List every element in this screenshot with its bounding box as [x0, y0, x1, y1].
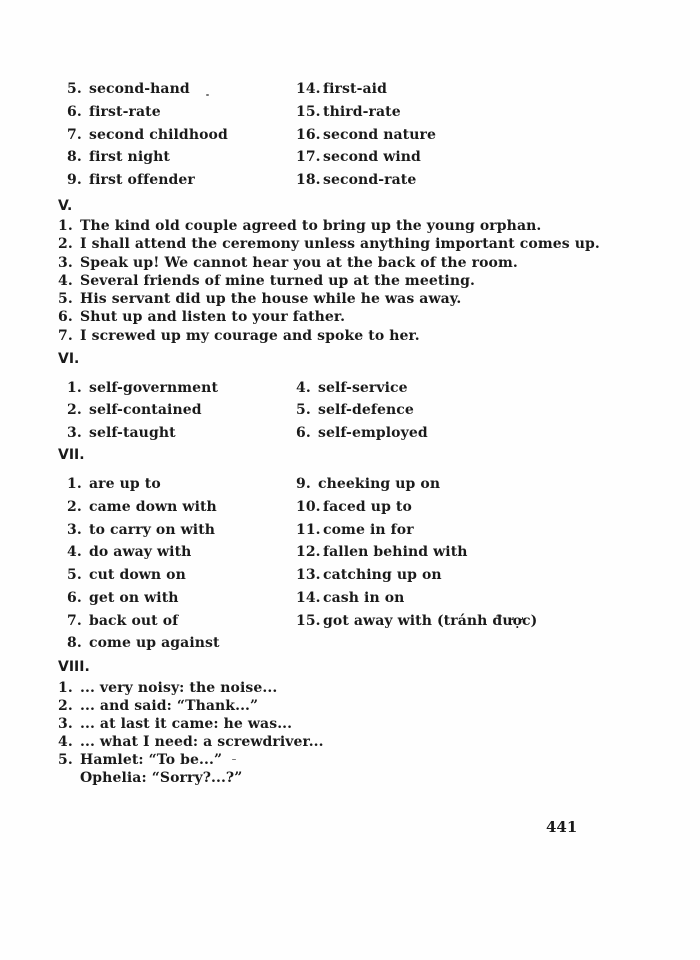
list-item: 7. second childhood: [67, 127, 228, 143]
list-item: 14. first-aid: [296, 81, 387, 97]
list-item: 3. Speak up! We cannot hear you at the back of the room.: [58, 255, 518, 271]
list-item: 12. fallen behind with: [296, 544, 468, 560]
list-item: 16. second nature: [296, 127, 436, 143]
list-item: 1. ... very noisy: the noise...: [58, 680, 278, 696]
list-item: Ophelia: “Sorry?...?”: [80, 770, 243, 786]
list-item: 5. self-defence: [296, 402, 414, 418]
list-item: 2. I shall attend the ceremony unless anything important comes up.: [58, 236, 600, 252]
list-item: 6. Shut up and listen to your father.: [58, 309, 346, 325]
list-item: 3. self-taught: [67, 425, 176, 441]
list-item: 3. to carry on with: [67, 522, 216, 538]
section-heading: VI.: [58, 351, 80, 367]
list-item: 5. His servant did up the house while he was away.: [58, 291, 462, 307]
list-item: 4. self-service: [296, 380, 408, 396]
list-item: 4. ... what I need: a screwdriver...: [58, 734, 324, 750]
scan-speck: [206, 94, 209, 96]
list-item: 15. got away with (tránh được): [296, 613, 538, 629]
list-item: 10. faced up to: [296, 499, 412, 515]
list-item: 13. catching up on: [296, 567, 442, 583]
list-item: 9. cheeking up on: [296, 476, 441, 492]
list-item: 2. came down with: [67, 499, 217, 515]
list-item: 8. come up against: [67, 635, 220, 651]
section-heading: V.: [58, 198, 73, 214]
list-item: 2. self-contained: [67, 402, 202, 418]
list-item: 15. third-rate: [296, 104, 401, 120]
list-item: 8. first night: [67, 149, 170, 165]
list-item: 14. cash in on: [296, 590, 405, 606]
list-item: 1. are up to: [67, 476, 161, 492]
list-item: 1. self-government: [67, 380, 219, 396]
list-item: 5. second-hand: [67, 81, 190, 97]
section-heading: VII.: [58, 447, 85, 463]
list-item: 9. first offender: [67, 172, 195, 188]
list-item: 6. get on with: [67, 590, 179, 606]
list-item: 6. self-employed: [296, 425, 428, 441]
scan-speck: [232, 759, 236, 760]
list-item: 4. Several friends of mine turned up at the meeting.: [58, 273, 475, 289]
list-item: 7. back out of: [67, 613, 179, 629]
list-item: 18. second-rate: [296, 172, 417, 188]
list-item: 5. Hamlet: “To be...”: [58, 752, 223, 768]
list-item: 17. second wind: [296, 149, 421, 165]
list-item: 1. The kind old couple agreed to bring up the young orphan.: [58, 218, 542, 234]
list-item: 11. come in for: [296, 522, 414, 538]
list-item: 7. I screwed up my courage and spoke to her.: [58, 328, 420, 344]
list-item: 4. do away with: [67, 544, 192, 560]
list-item: 2. ... and said: “Thank...”: [58, 698, 259, 714]
page-number: 441: [546, 818, 578, 836]
list-item: 6. first-rate: [67, 104, 161, 120]
list-item: 5. cut down on: [67, 567, 186, 583]
section-heading: VIII.: [58, 659, 90, 675]
list-item: 3. ... at last it came: he was...: [58, 716, 293, 732]
